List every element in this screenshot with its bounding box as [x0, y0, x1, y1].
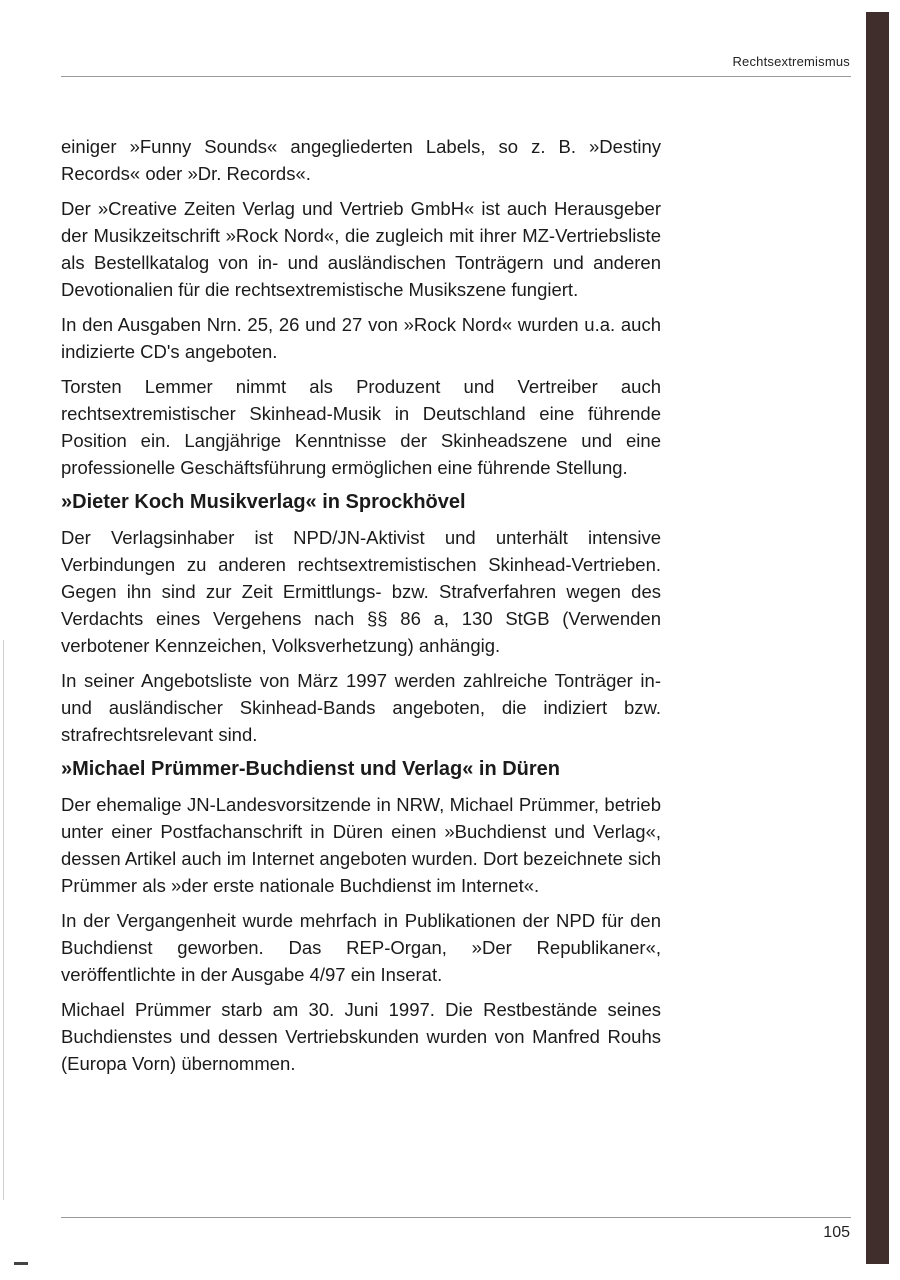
scan-corner-mark	[14, 1262, 28, 1265]
paragraph: In den Ausgaben Nrn. 25, 26 und 27 von »Rock Nord« wurden u.a. auch indizierte CD's angeboten.	[61, 314, 661, 362]
paragraph: In seiner Angebotsliste von März 1997 werden zahlreiche Tonträger in- und ausländischer Skinhead-Bands angeboten, die indiziert bzw. strafrechtsrelevant sind.	[61, 670, 661, 745]
footer-rule	[61, 1217, 851, 1218]
page-body	[61, 133, 661, 1085]
section-heading: »Michael Prümmer-Buchdienst und Verlag« in Düren	[61, 758, 561, 780]
page-number: 105	[823, 1224, 850, 1241]
side-color-bar	[866, 12, 889, 1264]
section-heading: »Dieter Koch Musikverlag« in Sprockhövel	[61, 491, 466, 513]
running-header: Rechtsextremismus	[732, 54, 850, 69]
paragraph: Torsten Lemmer nimmt als Produzent und Vertreiber auch rechtsextremistischer Skinhead-Musik in Deutschland eine führende Position ein. Langjährige Kenntnisse der Skinheadszene und eine professionelle Geschäftsführung ermöglichen eine führende Stellung.	[61, 376, 661, 478]
page-edge-line	[3, 640, 4, 1200]
paragraph: In der Vergangenheit wurde mehrfach in Publikationen der NPD für den Buchdienst geworben. Das REP-Organ, »Der Republikaner«, veröffentlichte in der Ausgabe 4/97 ein Inserat.	[61, 910, 661, 985]
paragraph: Der »Creative Zeiten Verlag und Vertrieb GmbH« ist auch Herausgeber der Musikzeitschrift »Rock Nord«, die zugleich mit ihrer MZ-Vertriebsliste als Bestellkatalog von in- und ausländischen Tonträgern und anderen Devotionalien für die rechtsextremistische Musikszene fungiert.	[61, 198, 661, 300]
paragraph: Der ehemalige JN-Landesvorsitzende in NRW, Michael Prümmer, betrieb unter einer Postfachanschrift in Düren einen »Buchdienst und Verlag«, dessen Artikel auch im Internet angeboten wurden. Dort bezeichnete sich Prümmer als »der erste nationale Buchdienst im Internet«.	[61, 794, 661, 896]
paragraph: Michael Prümmer starb am 30. Juni 1997. Die Restbestände seines Buchdienstes und dessen Vertriebskunden wurden von Manfred Rouhs (Europa Vorn) übernommen.	[61, 999, 661, 1074]
paragraph: Der Verlagsinhaber ist NPD/JN-Aktivist und unterhält intensive Verbindungen zu anderen rechtsextremistischen Skinhead-Vertrieben. Gegen ihn sind zur Zeit Ermittlungs- bzw. Strafverfahren wegen des Verdachts eines Vergehens nach §§ 86 a, 130 StGB (Verwenden verbotener Kennzeichen, Volksverhetzung) anhängig.	[61, 527, 661, 656]
header-rule	[61, 76, 851, 77]
paragraph: einiger »Funny Sounds« angegliederten Labels, so z. B. »Destiny Records« oder »Dr. Records«.	[61, 136, 661, 184]
